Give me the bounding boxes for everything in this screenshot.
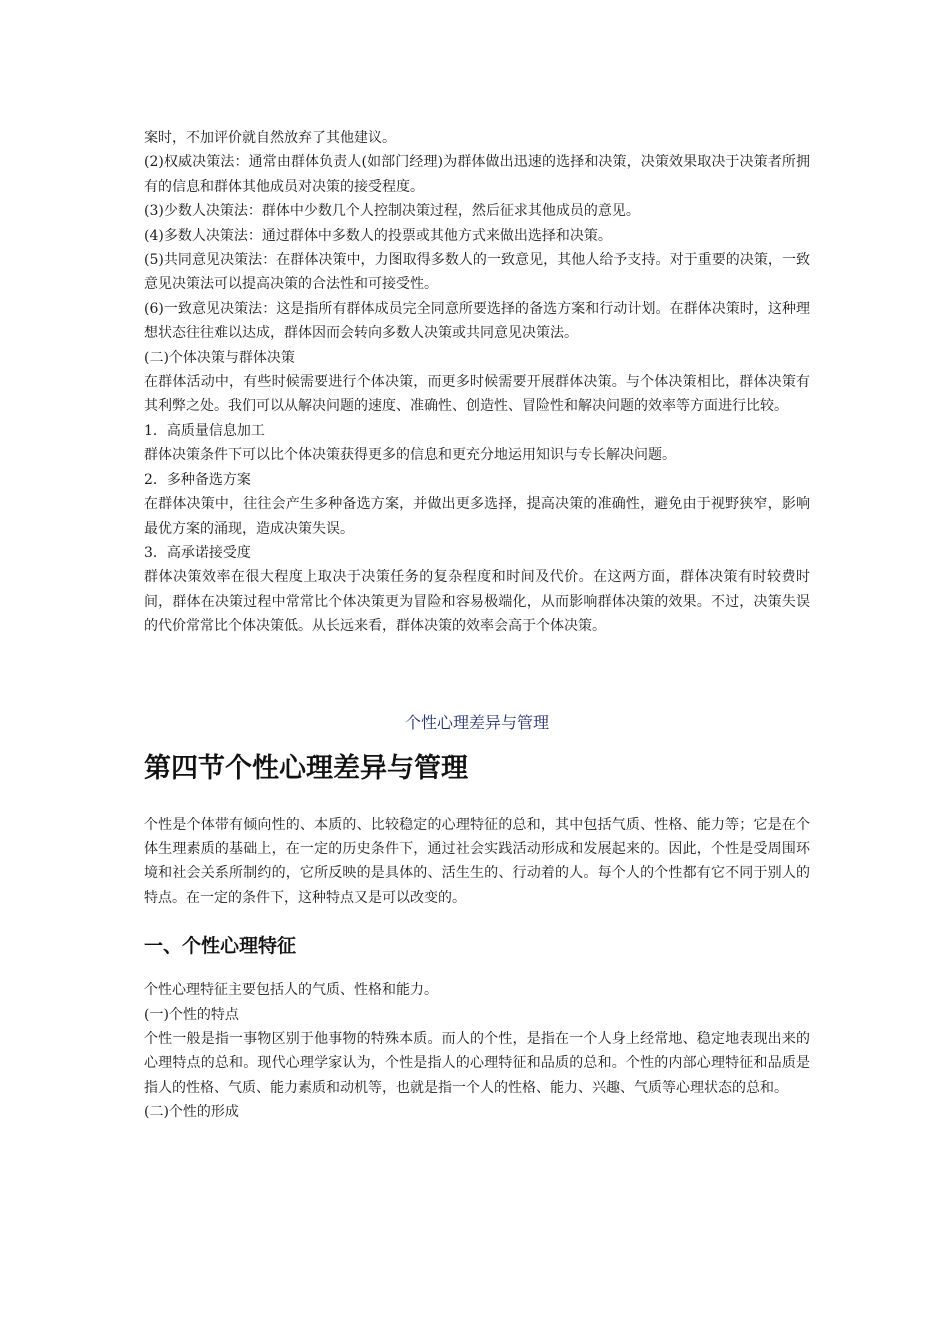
running-head: 个性心理差异与管理 [404, 712, 549, 732]
spacer [144, 789, 810, 813]
paragraph: (4)多数人决策法：通过群体中多数人的投票或其他方式来做出选择和决策。 [144, 227, 612, 244]
chapter-title: 第四节个性心理差异与管理 [144, 752, 468, 784]
paragraph: 群体决策效率在很大程度上取决于决策任务的复杂程度和时间及代价。在这两方面，群体决策有时较费时间，群体在决策过程中常常比个体决策更为冒险和容易极端化，从而影响群体决策的效果。不过，决策失误的代价常常比个体决策低。从长远来看，群体决策的效率会高于个体决策。 [144, 569, 810, 635]
document-page [144, 126, 810, 1125]
numbered-heading: 3．高承诺接受度 [144, 544, 251, 561]
subheading: (二)个体决策与群体决策 [144, 349, 295, 366]
spacer [144, 960, 810, 978]
numbered-heading: 1．高质量信息加工 [144, 422, 265, 439]
paragraph: (3)少数人决策法：群体中少数几个人控制决策过程，然后征求其他成员的意见。 [144, 203, 640, 220]
numbered-heading: 2．多种备选方案 [144, 471, 251, 488]
intro-paragraph: 个性是个体带有倾向性的、本质的、比较稳定的心理特征的总和，其中包括气质、性格、能力等；它是在个体生理素质的基础上，在一定的历史条件下，通过社会实践活动形成和发展起来的。因此，个性是受周围环境和社会关系所制约的，它所反映的是具体的、活生生的、行动着的人。每个人的个性都有它不同于别人的特点。在一定的条件下，这种特点又是可以改变的。 [144, 816, 810, 906]
paragraph: 在群体活动中，有些时候需要进行个体决策，而更多时候需要开展群体决策。与个体决策相比，群体决策有其利弊之处。我们可以从解决问题的速度、准确性、创造性、冒险性和解决问题的效率等方面进行比较。 [144, 374, 810, 415]
paragraph: (6)一致意见决策法：这是指所有群体成员完全同意所要选择的备选方案和行动计划。在群体决策时，这种理想状态往往难以达成，群体因而会转向多数人决策或共同意见决策法。 [144, 300, 810, 342]
subheading: (一)个性的特点 [144, 1006, 239, 1023]
paragraph: 在群体决策中，往往会产生多种备选方案，并做出更多选择，提高决策的准确性，避免由于视野狭窄，影响最优方案的涌现，造成决策失误。 [144, 496, 810, 537]
section-heading: 一、个性心理特征 [144, 935, 297, 958]
paragraph: (2)权威决策法：通常由群体负责人(如部门经理)为群体做出迅速的选择和决策，决策效果取决于决策者所拥有的信息和群体其他成员对决策的接受程度。 [144, 154, 810, 195]
paragraph: (5)共同意见决策法：在群体决策中，力图取得多数人的一致意见，其他人给予支持。对于重要的决策，一致意见决策法可以提高决策的合法性和可接受性。 [144, 252, 810, 293]
subheading: (二)个性的形成 [144, 1104, 239, 1121]
paragraph: 个性心理特征主要包括人的气质、性格和能力。 [144, 982, 438, 999]
paragraph: 个性一般是指一事物区别于他事物的特殊本质。而人的个性，是指在一个人身上经常地、稳定地表现出来的心理特点的总和。现代心理学家认为，个性是指人的心理特征和品质的总和。个性的内部心理特征和品质是指人的性格、气质、能力素质和动机等，也就是指一个人的性格、能力、兴趣、气质等心理状态的总和。 [144, 1030, 810, 1096]
paragraph: 群体决策条件下可以比个体决策获得更多的信息和更充分地运用知识与专长解决问题。 [144, 447, 676, 464]
paragraph: 案时，不加评价就自然放弃了其他建议。 [144, 130, 396, 146]
